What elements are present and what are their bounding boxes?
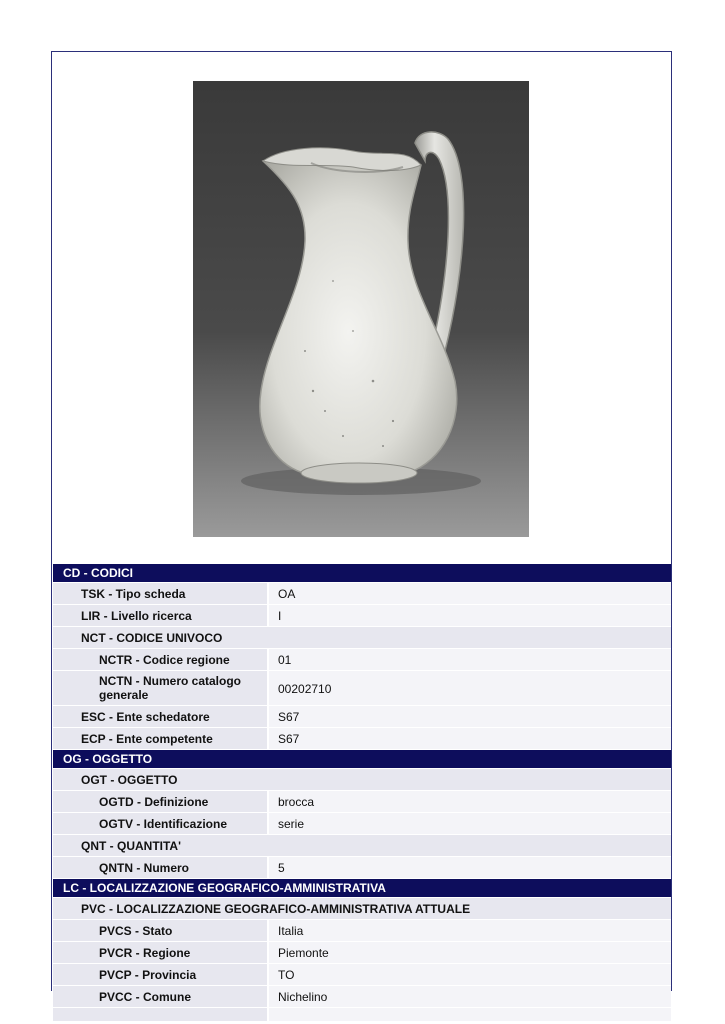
field-value: Nichelino xyxy=(269,986,671,1007)
field-value: brocca xyxy=(269,791,671,812)
group-row xyxy=(53,898,671,919)
field-label: TSK - Tipo scheda xyxy=(53,583,267,604)
field-value: 5 xyxy=(269,857,671,878)
field-label: QNT - QUANTITA' xyxy=(53,835,671,856)
catalog-record-table xyxy=(53,564,671,1022)
field-label: OGTV - Identificazione xyxy=(53,813,267,834)
field-row xyxy=(53,728,671,749)
field-label xyxy=(53,1008,267,1021)
field-value: Italia xyxy=(269,920,671,941)
field-row xyxy=(53,857,671,878)
group-row xyxy=(53,627,671,648)
field-row xyxy=(53,964,671,985)
field-label: PVC - LOCALIZZAZIONE GEOGRAFICO-AMMINISTRATIVA ATTUALE xyxy=(53,898,671,919)
field-row xyxy=(53,942,671,963)
pitcher-photo-graphic xyxy=(193,81,529,537)
field-label: NCTN - Numero catalogo generale xyxy=(53,671,267,705)
field-label: LIR - Livello ricerca xyxy=(53,605,267,626)
field-label: PVCS - Stato xyxy=(53,920,267,941)
field-row xyxy=(53,649,671,670)
field-row xyxy=(53,671,671,705)
field-row xyxy=(53,706,671,727)
field-label: NCT - CODICE UNIVOCO xyxy=(53,627,671,648)
field-label: PVCC - Comune xyxy=(53,986,267,1007)
section-header: OG - OGGETTO xyxy=(53,750,671,768)
field-value: 01 xyxy=(269,649,671,670)
field-label: PVCP - Provincia xyxy=(53,964,267,985)
field-label: OGT - OGGETTO xyxy=(53,769,671,790)
field-value: S67 xyxy=(269,706,671,727)
field-value: I xyxy=(269,605,671,626)
field-label: ESC - Ente schedatore xyxy=(53,706,267,727)
field-value: Piemonte xyxy=(269,942,671,963)
field-label: QNTN - Numero xyxy=(53,857,267,878)
field-row xyxy=(53,791,671,812)
field-row xyxy=(53,605,671,626)
field-label: ECP - Ente competente xyxy=(53,728,267,749)
group-row xyxy=(53,769,671,790)
field-value xyxy=(269,1008,671,1021)
object-photo xyxy=(193,81,529,537)
field-label: NCTR - Codice regione xyxy=(53,649,267,670)
section-header: LC - LOCALIZZAZIONE GEOGRAFICO-AMMINISTRATIVA xyxy=(53,879,671,897)
field-row xyxy=(53,986,671,1007)
field-row xyxy=(53,1008,671,1021)
field-label: PVCR - Regione xyxy=(53,942,267,963)
field-row xyxy=(53,920,671,941)
field-row xyxy=(53,813,671,834)
field-label: OGTD - Definizione xyxy=(53,791,267,812)
field-value: 00202710 xyxy=(269,671,671,705)
section-header: CD - CODICI xyxy=(53,564,671,582)
field-value: TO xyxy=(269,964,671,985)
group-row xyxy=(53,835,671,856)
field-value: S67 xyxy=(269,728,671,749)
field-value: OA xyxy=(269,583,671,604)
field-value: serie xyxy=(269,813,671,834)
field-row xyxy=(53,583,671,604)
